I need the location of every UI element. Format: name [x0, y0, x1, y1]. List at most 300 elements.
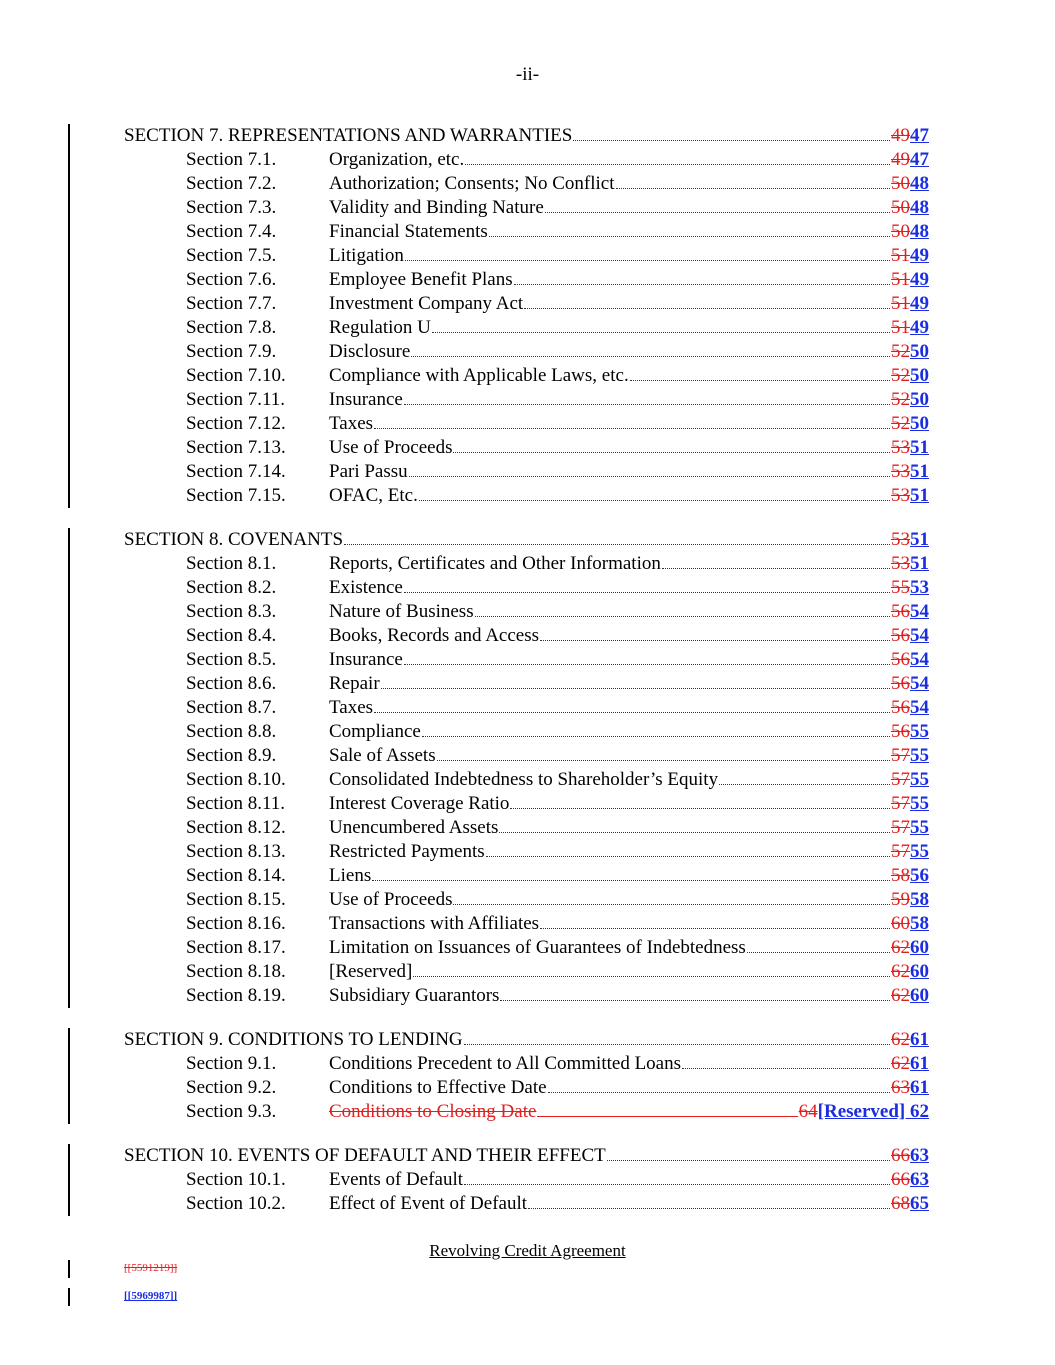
- new-page-number[interactable]: 50: [910, 413, 929, 434]
- toc-entry[interactable]: [0, 648, 1055, 672]
- toc-leader-line: [329, 648, 929, 672]
- section-number: Section 10.2.: [186, 1193, 286, 1214]
- toc-leader-line: [329, 600, 929, 624]
- change-bar: [68, 1260, 70, 1278]
- toc-leader-line: [329, 1076, 929, 1100]
- new-page-number[interactable]: 60: [910, 961, 929, 982]
- section-title: Transactions with Affiliates: [329, 913, 540, 934]
- dot-leader: [409, 476, 890, 477]
- section-title: Authorization; Consents; No Conflict: [329, 173, 615, 194]
- dot-leader: [537, 1116, 797, 1117]
- toc-section-heading[interactable]: [0, 1028, 1055, 1052]
- old-page-number: 56: [891, 625, 910, 646]
- page-ref: [891, 672, 929, 696]
- dot-leader: [464, 1044, 890, 1045]
- section-title: Nature of Business: [329, 601, 474, 622]
- new-page-number[interactable]: 49: [910, 269, 929, 290]
- section-title: Use of Proceeds: [329, 889, 453, 910]
- old-page-number: 53: [891, 485, 910, 506]
- toc-entry[interactable]: [0, 484, 1055, 508]
- new-page-number[interactable]: 50: [910, 389, 929, 410]
- old-page-number: 62: [891, 1053, 910, 1074]
- section-title: Conditions to Effective Date: [329, 1077, 547, 1098]
- toc-leader-line: [329, 292, 929, 316]
- page-ref: [891, 124, 929, 148]
- dot-leader: [404, 664, 890, 665]
- new-page-number[interactable]: 58: [910, 913, 929, 934]
- new-page-number[interactable]: 49: [910, 245, 929, 266]
- new-page-number[interactable]: 47: [910, 149, 929, 170]
- new-page-number[interactable]: 61: [910, 1053, 929, 1074]
- toc-leader-line: [124, 528, 929, 552]
- old-page-number: 53: [891, 461, 910, 482]
- section-spacer: [0, 1008, 1055, 1028]
- toc-entry[interactable]: [0, 864, 1055, 888]
- section-number: Section 7.2.: [186, 173, 277, 194]
- dot-leader: [540, 640, 890, 641]
- page-ref: [891, 1144, 929, 1168]
- section-number: Section 8.4.: [186, 625, 277, 646]
- page-ref: [891, 552, 929, 576]
- old-page-number: 51: [891, 293, 910, 314]
- section-title: Reports, Certificates and Other Information: [329, 553, 661, 574]
- toc-entry[interactable]: [0, 888, 1055, 912]
- section-number: Section 7.3.: [186, 197, 277, 218]
- page-ref: [891, 1028, 929, 1052]
- toc-leader-line: [329, 364, 929, 388]
- new-page-number[interactable]: 54: [910, 625, 929, 646]
- doc-id-deleted: [[5591219]]: [124, 1262, 178, 1274]
- section-number: Section 7.5.: [186, 245, 277, 266]
- toc-entry[interactable]: [0, 1076, 1055, 1100]
- toc-entry[interactable]: [0, 460, 1055, 484]
- change-bar: [68, 124, 70, 508]
- toc-entry[interactable]: [0, 292, 1055, 316]
- toc-entry[interactable]: [0, 576, 1055, 600]
- new-page-number[interactable]: 55: [910, 745, 929, 766]
- toc-entry[interactable]: [0, 912, 1055, 936]
- section-title: Subsidiary Guarantors: [329, 985, 500, 1006]
- section-number: Section 8.19.: [186, 985, 286, 1006]
- dot-leader: [719, 784, 890, 785]
- old-page-number: 57: [891, 793, 910, 814]
- dot-leader: [453, 452, 890, 453]
- page-ref: [891, 388, 929, 412]
- new-page-number[interactable]: 56: [910, 865, 929, 886]
- section-number: Section 7.11.: [186, 389, 286, 410]
- page-ref: [891, 528, 929, 552]
- section-number: Section 8.7.: [186, 697, 277, 718]
- toc-entry[interactable]: [0, 984, 1055, 1008]
- new-page-number[interactable]: 50: [910, 365, 929, 386]
- page-ref: [891, 484, 929, 508]
- new-page-number[interactable]: 61: [910, 1077, 929, 1098]
- new-page-number[interactable]: 55: [910, 793, 929, 814]
- dot-leader: [630, 380, 890, 381]
- old-page-number: 62: [891, 961, 910, 982]
- page-ref: [891, 720, 929, 744]
- toc-leader-line: [329, 1192, 929, 1216]
- old-page-number: 55: [891, 577, 910, 598]
- toc-entry[interactable]: [0, 696, 1055, 720]
- section-title: Pari Passu: [329, 461, 408, 482]
- section-number: Section 8.17.: [186, 937, 286, 958]
- section-number: Section 8.12.: [186, 817, 286, 838]
- old-page-number: 53: [891, 529, 910, 550]
- page-ref: [891, 148, 929, 172]
- toc-entry[interactable]: [0, 672, 1055, 696]
- section-number: Section 8.15.: [186, 889, 286, 910]
- toc-entry[interactable]: [0, 1052, 1055, 1076]
- old-page-number: 59: [891, 889, 910, 910]
- page-ref: [891, 840, 929, 864]
- toc-leader-line: [329, 1168, 929, 1192]
- section-number: Section 8.11.: [186, 793, 286, 814]
- new-page-number[interactable]: 54: [910, 697, 929, 718]
- page-ref: [891, 316, 929, 340]
- new-page-number[interactable]: 48: [910, 197, 929, 218]
- dot-leader: [662, 568, 890, 569]
- new-page-number[interactable]: 60: [910, 985, 929, 1006]
- toc-leader-line: [329, 244, 929, 268]
- doc-id-inserted: [[5969987]]: [124, 1290, 178, 1302]
- dot-leader: [405, 260, 890, 261]
- old-page-number: 60: [891, 913, 910, 934]
- section-number: Section 7.7.: [186, 293, 277, 314]
- toc-entry[interactable]: [0, 624, 1055, 648]
- section-title: Investment Company Act: [329, 293, 524, 314]
- section-heading-title: SECTION 9. CONDITIONS TO LENDING: [124, 1029, 463, 1050]
- toc-leader-line: [329, 768, 929, 792]
- old-page-number: 57: [891, 817, 910, 838]
- page-ref: [891, 244, 929, 268]
- dot-leader: [514, 284, 890, 285]
- toc-entry[interactable]: [0, 1168, 1055, 1192]
- new-page-number[interactable]: 47: [910, 125, 929, 146]
- new-page-number[interactable]: 63: [910, 1169, 929, 1190]
- dot-leader: [464, 1184, 890, 1185]
- page-ref: [891, 888, 929, 912]
- old-page-number: 56: [891, 601, 910, 622]
- section-title: Repair: [329, 673, 380, 694]
- dot-leader: [453, 904, 890, 905]
- new-page-number[interactable]: 49: [910, 293, 929, 314]
- dot-leader: [465, 164, 890, 165]
- toc-leader-line: [329, 864, 929, 888]
- toc-entry[interactable]: [0, 148, 1055, 172]
- toc-leader-line: [329, 936, 929, 960]
- section-title: Sale of Assets: [329, 745, 436, 766]
- old-page-number: 49: [891, 125, 910, 146]
- section-number: Section 7.4.: [186, 221, 277, 242]
- page-ref: [891, 984, 929, 1008]
- section-title: Insurance: [329, 389, 403, 410]
- dot-leader: [573, 140, 890, 141]
- footer-title: Revolving Credit Agreement: [429, 1241, 626, 1260]
- dot-leader: [747, 952, 890, 953]
- page-ref: [891, 364, 929, 388]
- page-ref: [891, 1052, 929, 1076]
- toc-entry[interactable]: [0, 768, 1055, 792]
- toc-leader-line: [329, 484, 929, 508]
- old-page-number: 50: [891, 173, 910, 194]
- section-number: Section 8.16.: [186, 913, 286, 934]
- toc-leader-line: [329, 340, 929, 364]
- toc-entry[interactable]: [0, 316, 1055, 340]
- section-number: Section 7.12.: [186, 413, 286, 434]
- section-number: Section 8.6.: [186, 673, 277, 694]
- page-ref: [891, 624, 929, 648]
- toc-entry[interactable]: [0, 172, 1055, 196]
- dot-leader: [374, 428, 890, 429]
- dot-leader: [528, 1208, 890, 1209]
- old-page-number: 66: [891, 1145, 910, 1166]
- toc-leader-line: [329, 720, 929, 744]
- toc-entry[interactable]: [0, 1192, 1055, 1216]
- toc-section-heading[interactable]: [0, 528, 1055, 552]
- old-page-number: 51: [891, 269, 910, 290]
- section-title: OFAC, Etc.: [329, 485, 418, 506]
- section-heading-title: SECTION 8. COVENANTS: [124, 529, 344, 550]
- section-title: Employee Benefit Plans: [329, 269, 513, 290]
- section-heading-title: SECTION 7. REPRESENTATIONS AND WARRANTIES: [124, 125, 573, 146]
- toc-leader-line: [329, 268, 929, 292]
- dot-leader: [500, 1000, 890, 1001]
- new-page-number[interactable]: [Reserved] 62: [817, 1101, 929, 1122]
- old-page-number: 52: [891, 389, 910, 410]
- page-ref: [891, 744, 929, 768]
- dot-leader: [422, 736, 890, 737]
- new-page-number[interactable]: 55: [910, 769, 929, 790]
- new-page-number[interactable]: 51: [910, 553, 929, 574]
- section-title: Litigation: [329, 245, 404, 266]
- old-page-number: 50: [891, 221, 910, 242]
- new-page-number[interactable]: 49: [910, 317, 929, 338]
- toc-entry[interactable]: [0, 388, 1055, 412]
- page-ref: [891, 960, 929, 984]
- toc-leader-line: [124, 1028, 929, 1052]
- toc-entry[interactable]: [0, 792, 1055, 816]
- page-ref: [891, 864, 929, 888]
- toc-entry[interactable]: [0, 436, 1055, 460]
- section-title: Existence: [329, 577, 403, 598]
- toc-leader-line: [329, 696, 929, 720]
- old-page-number: 66: [891, 1169, 910, 1190]
- toc-section-heading[interactable]: [0, 1144, 1055, 1168]
- new-page-number[interactable]: 60: [910, 937, 929, 958]
- section-title: Interest Coverage Ratio: [329, 793, 510, 814]
- dot-leader: [607, 1160, 890, 1161]
- toc-leader-line: [329, 960, 929, 984]
- new-page-number[interactable]: 54: [910, 601, 929, 622]
- new-page-number[interactable]: 48: [910, 221, 929, 242]
- table-of-contents: [0, 124, 1055, 1216]
- toc-leader-line: [329, 1100, 929, 1125]
- toc-leader-line: [329, 912, 929, 936]
- dot-leader: [540, 928, 890, 929]
- toc-leader-line: [329, 1052, 929, 1076]
- old-page-number: 52: [891, 365, 910, 386]
- section-title: Limitation on Issuances of Guarantees of Indebtedness: [329, 937, 746, 958]
- old-page-number: 62: [891, 985, 910, 1006]
- toc-leader-line: [329, 196, 929, 220]
- dot-leader: [344, 544, 890, 545]
- section-number: Section 7.13.: [186, 437, 286, 458]
- old-page-number: 68: [891, 1193, 910, 1214]
- dot-leader: [548, 1092, 890, 1093]
- toc-leader-line: [329, 672, 929, 696]
- old-page-number: 53: [891, 553, 910, 574]
- dot-leader: [682, 1068, 890, 1069]
- new-page-number[interactable]: 58: [910, 889, 929, 910]
- new-page-number[interactable]: 51: [910, 437, 929, 458]
- section-title: Disclosure: [329, 341, 411, 362]
- dot-leader: [381, 688, 890, 689]
- toc-leader-line: [329, 552, 929, 576]
- old-page-number: 52: [891, 341, 910, 362]
- section-title: Books, Records and Access: [329, 625, 540, 646]
- toc-entry[interactable]: [0, 364, 1055, 388]
- dot-leader: [437, 760, 890, 761]
- toc-leader-line: [329, 148, 929, 172]
- section-title: [Reserved]: [329, 961, 413, 982]
- toc-entry[interactable]: [0, 936, 1055, 960]
- section-spacer: [0, 1124, 1055, 1144]
- new-page-number[interactable]: 65: [910, 1193, 929, 1214]
- dot-leader: [372, 880, 890, 881]
- section-title: Use of Proceeds: [329, 437, 453, 458]
- new-page-number[interactable]: 51: [910, 485, 929, 506]
- toc-leader-line: [124, 1144, 929, 1168]
- new-page-number[interactable]: 48: [910, 173, 929, 194]
- toc-entry[interactable]: [0, 196, 1055, 220]
- old-page-number: 51: [891, 317, 910, 338]
- toc-leader-line: [329, 436, 929, 460]
- toc-entry[interactable]: [0, 244, 1055, 268]
- section-number: Section 8.5.: [186, 649, 277, 670]
- new-page-number[interactable]: 55: [910, 817, 929, 838]
- change-bar: [68, 528, 70, 1008]
- page-ref: [891, 1192, 929, 1216]
- toc-entry[interactable]: [0, 720, 1055, 744]
- page-ref: [891, 912, 929, 936]
- toc-entry[interactable]: [0, 412, 1055, 436]
- section-number: Section 7.15.: [186, 485, 286, 506]
- section-number: Section 7.10.: [186, 365, 286, 386]
- page-ref: [891, 792, 929, 816]
- old-page-number: 56: [891, 697, 910, 718]
- section-title: Unencumbered Assets: [329, 817, 499, 838]
- dot-leader: [475, 616, 890, 617]
- toc-entry[interactable]: [0, 1100, 1055, 1124]
- new-page-number[interactable]: 63: [910, 1145, 929, 1166]
- toc-entry[interactable]: [0, 268, 1055, 292]
- page-ref: [891, 936, 929, 960]
- section-title: Taxes: [329, 697, 374, 718]
- new-page-number[interactable]: 51: [910, 529, 929, 550]
- section-title: Events of Default: [329, 1169, 464, 1190]
- toc-entry[interactable]: [0, 744, 1055, 768]
- page-ref: [891, 460, 929, 484]
- dot-leader: [432, 332, 890, 333]
- old-page-number: 64: [798, 1101, 818, 1122]
- old-page-number: 57: [891, 841, 910, 862]
- section-title: Financial Statements: [329, 221, 488, 242]
- toc-entry[interactable]: [0, 340, 1055, 364]
- toc-entry[interactable]: [0, 960, 1055, 984]
- section-number: Section 8.9.: [186, 745, 277, 766]
- dot-leader: [499, 832, 890, 833]
- section-number: Section 9.1.: [186, 1053, 277, 1074]
- new-page-number[interactable]: 50: [910, 341, 929, 362]
- old-page-number: 58: [891, 865, 910, 886]
- dot-leader: [411, 356, 890, 357]
- page-ref: [799, 1100, 929, 1124]
- new-page-number[interactable]: 51: [910, 461, 929, 482]
- dot-leader: [419, 500, 890, 501]
- toc-leader-line: [329, 412, 929, 436]
- old-page-number: 62: [891, 1029, 910, 1050]
- new-page-number[interactable]: 61: [910, 1029, 929, 1050]
- new-page-number[interactable]: 55: [910, 841, 929, 862]
- dot-leader: [616, 188, 890, 189]
- toc-section-heading[interactable]: [0, 124, 1055, 148]
- old-page-number: 53: [891, 437, 910, 458]
- toc-leader-line: [329, 220, 929, 244]
- section-title: Insurance: [329, 649, 403, 670]
- page-ref: [891, 292, 929, 316]
- section-title: Compliance: [329, 721, 421, 742]
- page-ref: [891, 340, 929, 364]
- old-page-number: 56: [891, 721, 910, 742]
- old-page-number: 57: [891, 745, 910, 766]
- section-number: Section 8.13.: [186, 841, 286, 862]
- toc-entry[interactable]: [0, 220, 1055, 244]
- new-page-number[interactable]: 54: [910, 649, 929, 670]
- toc-entry[interactable]: [0, 552, 1055, 576]
- old-page-number: 49: [891, 149, 910, 170]
- section-heading-title: SECTION 10. EVENTS OF DEFAULT AND THEIR EFFECT: [124, 1145, 606, 1166]
- dot-leader: [510, 808, 890, 809]
- new-page-number[interactable]: 54: [910, 673, 929, 694]
- dot-leader: [486, 856, 890, 857]
- toc-leader-line: [329, 172, 929, 196]
- dot-leader: [524, 308, 890, 309]
- section-number: Section 8.2.: [186, 577, 277, 598]
- toc-leader-line: [329, 624, 929, 648]
- section-number: Section 8.8.: [186, 721, 277, 742]
- toc-entry[interactable]: [0, 600, 1055, 624]
- toc-leader-line: [329, 316, 929, 340]
- section-number: Section 7.9.: [186, 341, 277, 362]
- section-title: Effect of Event of Default: [329, 1193, 528, 1214]
- section-title: Liens: [329, 865, 372, 886]
- change-bar: [68, 1028, 70, 1124]
- dot-leader: [374, 712, 890, 713]
- change-bar: [68, 1144, 70, 1216]
- toc-entry[interactable]: [0, 816, 1055, 840]
- page-ref: [891, 816, 929, 840]
- new-page-number[interactable]: 53: [910, 577, 929, 598]
- old-page-number: 50: [891, 197, 910, 218]
- toc-leader-line: [329, 744, 929, 768]
- dot-leader: [404, 592, 890, 593]
- new-page-number[interactable]: 55: [910, 721, 929, 742]
- old-page-number: 56: [891, 673, 910, 694]
- page-ref: [891, 196, 929, 220]
- section-title: Taxes: [329, 413, 374, 434]
- toc-entry[interactable]: [0, 840, 1055, 864]
